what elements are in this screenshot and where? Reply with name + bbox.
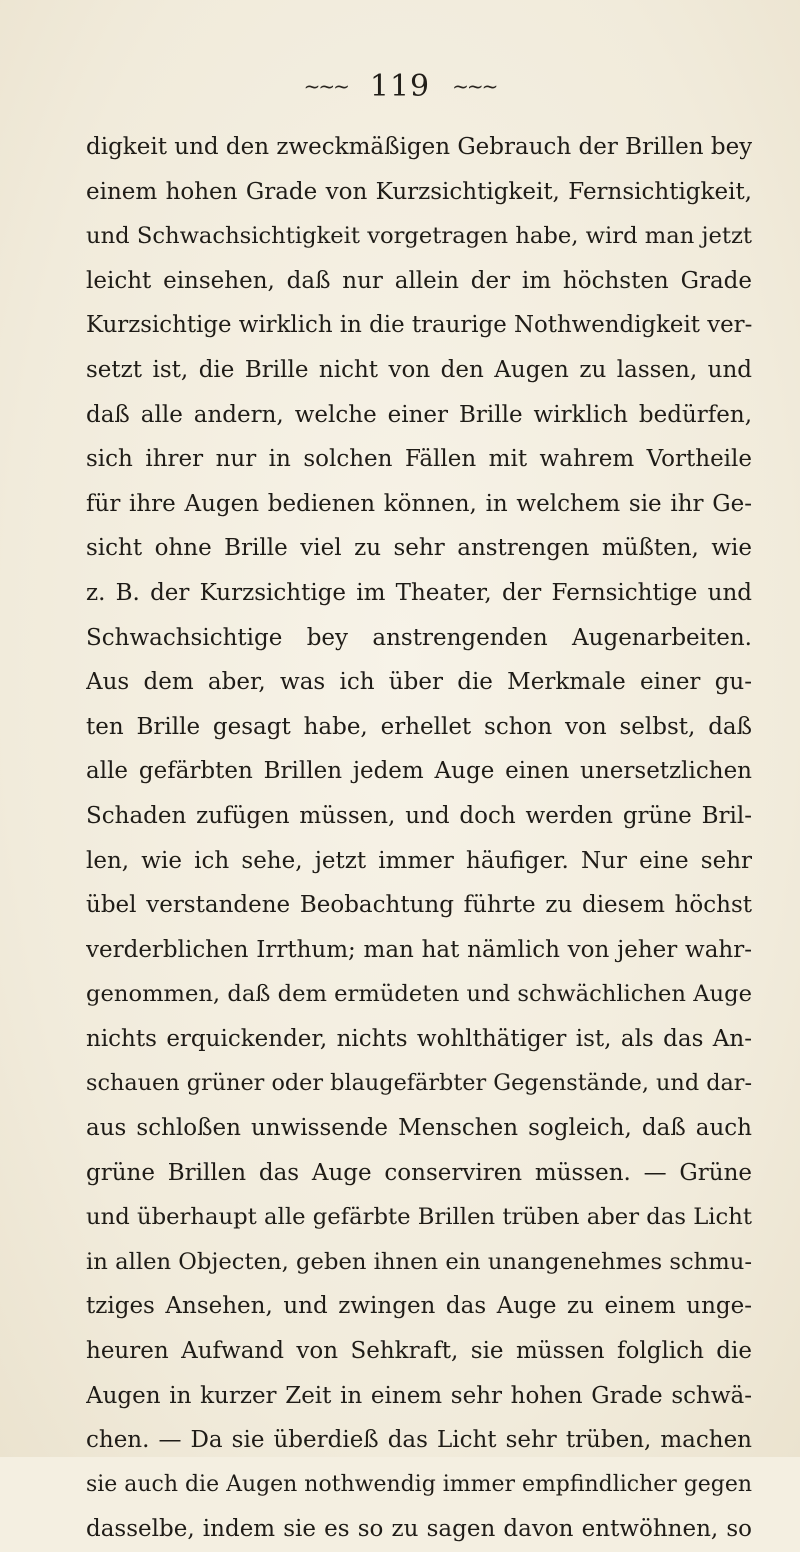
text-line: einem hohen Grade von Kurzsichtigkeit, Fernsichtigkeit, — [86, 178, 752, 205]
text-line: Augen in kurzer Zeit in einem sehr hohen Grade schwä- — [86, 1382, 752, 1409]
text-line: z. B. der Kurzsichtige im Theater, der Fernsichtige und — [86, 579, 752, 606]
text-line: setzt ist, die Brille nicht von den Augen zu lassen, und — [86, 356, 752, 383]
text-line: sicht ohne Brille viel zu sehr anstrengen müßten, wie — [86, 535, 752, 562]
text-line: Aus dem aber, was ich über die Merkmale einer gu- — [86, 669, 752, 696]
text-line: schauen grüner oder blaugefärbter Gegenstände, und dar- — [86, 1070, 752, 1097]
text-line: daß alle andern, welche einer Brille wirklich bedürfen, — [86, 401, 752, 428]
text-line: nichts erquickender, nichts wohlthätiger ist, als das An- — [86, 1025, 752, 1052]
page-number: 119 — [369, 68, 431, 104]
text-line: alle gefärbten Brillen jedem Auge einen unersetzlichen — [86, 758, 752, 785]
text-line: sich ihrer nur in solchen Fällen mit wahrem Vortheile — [86, 446, 752, 473]
text-line: Kurzsichtige wirklich in die traurige Nothwendigkeit ver- — [86, 312, 752, 339]
body-text — [86, 125, 752, 1552]
text-line: leicht einsehen, daß nur allein der im höchsten Grade — [86, 267, 752, 294]
text-line: und überhaupt alle gefärbte Brillen trüben aber das Licht — [86, 1204, 752, 1231]
text-line: genommen, daß dem ermüdeten und schwächlichen Auge — [86, 981, 752, 1008]
text-line: digkeit und den zweckmäßigen Gebrauch der Brillen bey — [86, 134, 752, 160]
text-line: ten Brille gesagt habe, erhellet schon von selbst, daß — [86, 713, 752, 740]
text-line: übel verstandene Beobachtung führte zu diesem höchst — [86, 892, 752, 919]
text-line: tziges Ansehen, und zwingen das Auge zu einem unge- — [86, 1293, 752, 1320]
text-line: dasselbe, indem sie es so zu sagen davon entwöhnen, so — [86, 1516, 752, 1543]
page-header — [0, 66, 800, 106]
text-line: aus schloßen unwissende Menschen sogleich, daß auch — [86, 1115, 752, 1142]
text-line: sie auch die Augen nothwendig immer empfindlicher gegen — [86, 1471, 752, 1497]
text-line: Schaden zufügen müssen, und doch werden grüne Bril- — [86, 802, 752, 829]
text-line: verderblichen Irrthum; man hat nämlich von jeher wahr- — [86, 936, 752, 963]
text-line: grüne Brillen das Auge conserviren müssen. — Grüne — [86, 1159, 752, 1186]
text-line: für ihre Augen bedienen können, in welchem sie ihr Ge- — [86, 490, 752, 517]
ornament-right: ~~~ — [452, 74, 497, 98]
ornament-left: ~~~ — [303, 74, 348, 98]
text-line: in allen Objecten, geben ihnen ein unangenehmes schmu- — [86, 1248, 752, 1275]
text-line: und Schwachsichtigkeit vorgetragen habe, wird man jetzt — [86, 223, 752, 250]
text-line: Schwachsichtige bey anstrengenden Augenarbeiten. — [86, 624, 752, 651]
text-line: len, wie ich sehe, jetzt immer häufiger. Nur eine sehr — [86, 847, 752, 874]
text-line: heuren Aufwand von Sehkraft, sie müssen folglich die — [86, 1338, 752, 1365]
text-line: chen. — Da sie überdieß das Licht sehr trüben, machen — [86, 1427, 752, 1454]
